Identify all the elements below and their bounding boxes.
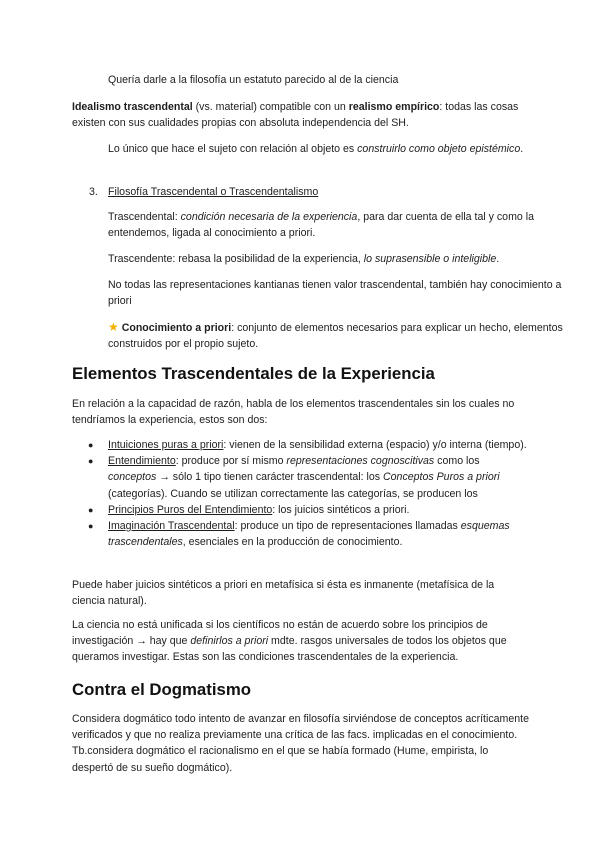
list-item-title xyxy=(72,184,566,200)
paragraph-ciencia: Quería darle a la filosofía un estatuto parecido al de la ciencia xyxy=(108,74,399,86)
text-span: Lo único que hace el sujeto con relación al objeto es xyxy=(108,143,358,155)
text-span: , para dar cuenta de ella tal y como la entendemos, ligada al conocimiento a priori. xyxy=(108,211,534,240)
text-span: : todas las cosas existen con sus cualidades propias con absoluta independencia del SH. xyxy=(72,101,519,130)
bullet-icon: ● xyxy=(88,504,94,515)
text-span: . xyxy=(496,253,500,265)
bullet-icon: ● xyxy=(88,440,94,450)
star-icon: ★ xyxy=(108,320,119,334)
paragraph-ciencia-unificada xyxy=(72,617,530,666)
text-span: → sólo 1 tipo tienen carácter trascendental: los xyxy=(156,471,384,484)
underlined-span: Principios Puros del Entendimiento xyxy=(108,503,273,516)
list-item xyxy=(72,502,530,518)
underlined-title: Filosofía Trascendental o Trascendentalismo xyxy=(108,186,319,198)
text-span: (categorías). Cuando se utilizan correctamente las categorías, se producen los xyxy=(108,487,478,500)
list-item xyxy=(72,518,530,550)
paragraph-representaciones: No todas las representaciones kantianas tienen valor trascendental, también hay conocimiento a priori xyxy=(108,279,562,308)
underlined-span: Intuiciones puras a priori xyxy=(108,439,224,451)
italic-span: esquemas trascendentales xyxy=(108,520,510,549)
text-span: : los juicios sintéticos a priori. xyxy=(272,503,410,516)
paragraph-dogmatico: Considera dogmático todo intento de avanzar en filosofía sirviéndose de conceptos acríticamente verificados y que no realiza previamente una crítica de las facs. implicadas en el conocimiento. Tb.considera dogmático el racionalismo en el que se había formado (Hume, empirista, lo despertó de su sueño dogmático). xyxy=(72,713,529,774)
paragraph-razon: En relación a la capacidad de razón, habla de los elementos trascendentales sin los cuales no tendríamos la experiencia, estos son dos: xyxy=(72,398,515,427)
heading-elementos: Elementos Trascendentales de la Experiencia xyxy=(72,364,435,383)
text-span: La ciencia no está unificada si los científicos no están de acuerdo sobre los principios de investigación → hay que xyxy=(72,619,488,648)
text-span: Trascendente: rebasa la posibilidad de la experiencia, xyxy=(108,253,364,265)
paragraph-trascendental xyxy=(72,209,566,241)
italic-span: condición necesaria de la experiencia xyxy=(180,211,358,223)
text-span: como los xyxy=(434,455,480,468)
bold-realismo: realismo empírico xyxy=(348,101,440,113)
text-span: : produce un tipo de representaciones llamadas xyxy=(234,520,461,533)
list-number: 3. xyxy=(89,186,98,198)
bold-idealismo: Idealismo trascendental xyxy=(72,101,193,113)
italic-span: construirlo como objeto epistémico xyxy=(357,143,521,155)
bullet-list xyxy=(72,437,530,550)
heading-dogmatismo: Contra el Dogmatismo xyxy=(72,680,252,699)
underlined-span: Entendimiento xyxy=(108,455,176,468)
italic-span: representaciones cognoscitivas xyxy=(286,455,435,468)
bullet-icon: ● xyxy=(88,456,94,467)
text-span: mdte. rasgos universales de todos los objetos que queramos investigar. Estas son las condiciones trascendentales de la experiencia. xyxy=(72,635,507,664)
paragraph-idealismo xyxy=(72,99,530,131)
italic-span: definirlos a priori xyxy=(190,635,269,648)
underlined-span: Imaginación Trascendental xyxy=(108,520,235,533)
italic-span: conceptos xyxy=(108,471,157,484)
text-span: . xyxy=(520,143,524,155)
text-span: (vs. material) compatible con un xyxy=(192,101,349,113)
italic-span: lo suprasensible o inteligible xyxy=(363,253,497,265)
text-span: : conjunto de elementos necesarios para explicar un hecho, elementos construidos por el propio sujeto. xyxy=(108,322,563,351)
list-item xyxy=(72,437,530,453)
paragraph-trascendente xyxy=(72,251,566,267)
text-span: : produce por sí mismo xyxy=(175,455,287,468)
paragraph-sujeto xyxy=(72,141,566,157)
paragraph-conocimiento-a-priori xyxy=(72,320,566,352)
list-item xyxy=(72,453,530,502)
text-span: , esenciales en la producción de conocimiento. xyxy=(182,536,403,549)
bullet-icon: ● xyxy=(88,521,94,532)
text-span: : vienen de la sensibilidad externa (espacio) y/o interna (tiempo). xyxy=(223,439,527,451)
paragraph-metafisica: Puede haber juicios sintéticos a priori en metafísica si ésta es inmanente (metafísica de la ciencia natural). xyxy=(72,579,495,608)
text-span: Trascendental: xyxy=(108,211,181,223)
italic-span: Conceptos Puros a priori xyxy=(383,471,500,484)
bold-span: Conocimiento a priori xyxy=(121,322,232,334)
